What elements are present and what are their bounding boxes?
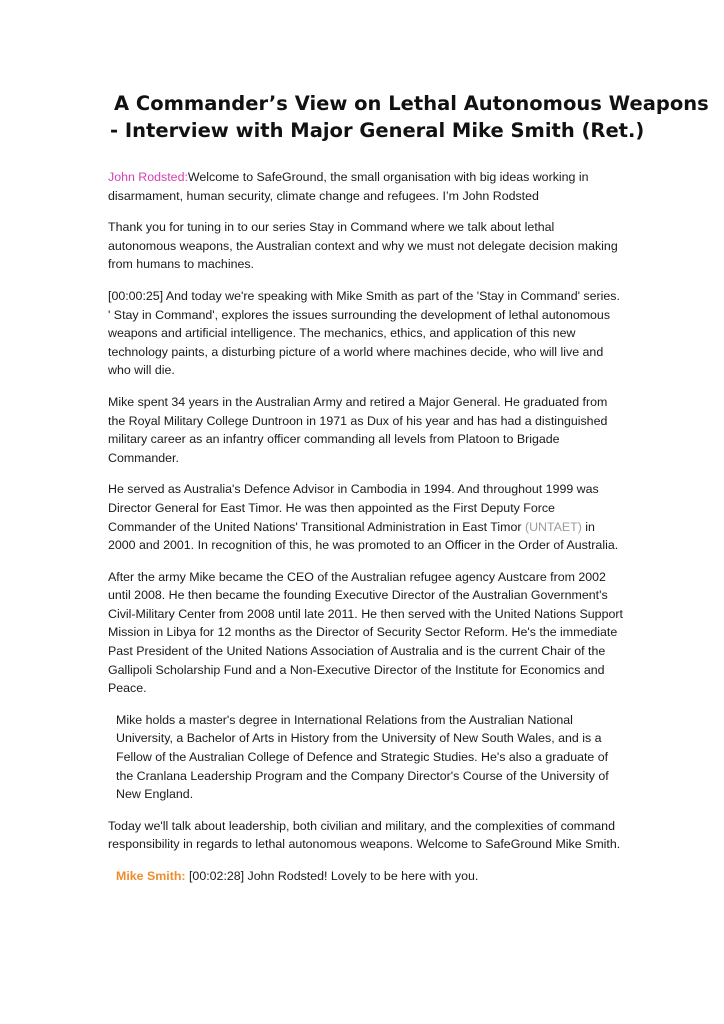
document-title: [108, 90, 709, 144]
acronym-untaet: (UNTAET): [524, 519, 582, 534]
paragraph-series: Thank you for tuning in to our series Stay in Command where we talk about lethal autonomous weapons, the Australian context and why we must not delegate decision making from humans to machines.: [108, 220, 618, 272]
paragraph-education: Mike holds a master's degree in International Relations from the Australian National University, a Bachelor of Arts in History from the University of New South Wales, and is a Fellow of the Australian College of Defence and Strategic Studies. He's also a graduate of the Cranlana Leadership Program and the Company Director's Course of the University of New England.: [116, 712, 609, 802]
speaker-label-john: John Rodsted:: [108, 170, 188, 184]
paragraph-intro-text: Welcome to SafeGround, the small organisation with big ideas working in disarmament, human security, climate change and refugees. I’m John Rodsted: [108, 170, 589, 203]
paragraph-east-timor-after: in 2000 and 2001. In recognition of this, he was promoted to an Officer in the Order of Australia.: [108, 519, 619, 553]
paragraph-after-army: After the army Mike became the CEO of the Australian refugee agency Austcare from 2002 until 2008. He then became the founding Executive Director of the Australian Government's Civil-Military Center from 2008 until late 2011. He then served with the United Nations Support Mission in Libya for 12 months as the Director of Security Sector Reform. He's the immediate Past President of the United Nations Association of Australia and is the current Chair of the Gallipoli Scholarship Fund and a Non-Executive Director of the Institute for Economics and Peace.: [108, 569, 623, 696]
paragraph-welcome: Today we'll talk about leadership, both civilian and military, and the complexities of command responsibility in regards to lethal autonomous weapons. Welcome to SafeGround Mike Smith.: [108, 818, 621, 852]
paragraph-timestamp-intro: [00:00:25] And today we're speaking with Mike Smith as part of the 'Stay in Command' series. ' Stay in Command', explores the issues surrounding the development of lethal autonomous weapons and artificial intelligence. The mechanics, ethics, and application of this new technology paints, a disturbing picture of a world where machines decide, who will live and who will die.: [108, 288, 620, 378]
title-line-2: - Interview with Major General Mike Smith (Ret.): [110, 119, 645, 142]
paragraph-east-timor: [108, 480, 624, 554]
paragraph-army-career: Mike spent 34 years in the Australian Army and retired a Major General. He graduated from the Royal Military College Duntroon in 1971 as Dux of his year and has had a distinguished military career as an infantry officer commanding all levels from Platoon to Brigade Commander.: [108, 394, 608, 465]
paragraph-intro: [108, 168, 624, 205]
paragraph-mike-reply-text: [00:02:28] John Rodsted! Lovely to be here with you.: [185, 869, 479, 883]
title-line-1: A Commander’s View on Lethal Autonomous Weapons: [114, 92, 709, 115]
paragraph-mike-reply: [108, 867, 624, 886]
paragraph-east-timor-before: He served as Australia's Defence Advisor in Cambodia in 1994. And throughout 1999 was Director General for East Timor. He was then appointed as the First Deputy Force Commander of the United Nations' Transitional Administration in East Timor: [108, 482, 599, 534]
speaker-label-mike: Mike Smith:: [116, 869, 186, 883]
